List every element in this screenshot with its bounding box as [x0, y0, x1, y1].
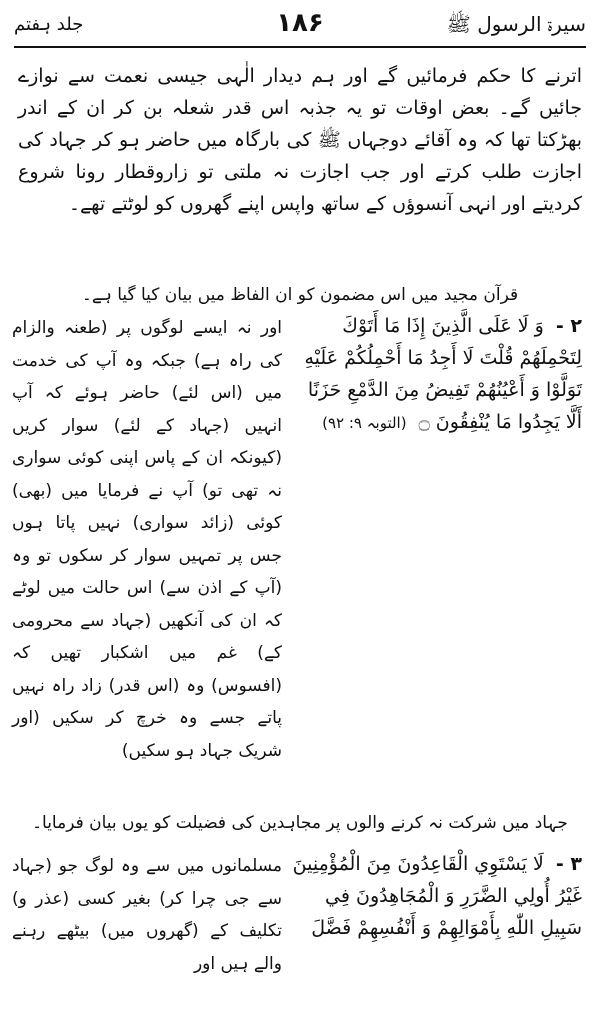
- verse-2-arabic-text: وَ لَا عَلَى الَّذِينَ إِذَا مَا أَتَوْكَ لِتَحْمِلَهُمْ قُلْتَ لَا أَجِدُ مَا أَحْمِلُكُمْ عَلَيْهِ تَوَلَّوْا وَ أَعْيُنُهُمْ تَفِيضُ مِنَ الدَّمْعِ حَزَنًا أَلَّا يَجِدُوا مَا يُنْفِقُونَ ۝: [304, 315, 582, 433]
- verse-3-arabic-text: لَا يَسْتَوِي الْقَاعِدُونَ مِنَ الْمُؤْمِنِينَ غَيْرُ أُولِي الضَّرَرِ وَ الْمُجَاهِدُونَ فِي سَبِيلِ اللّٰهِ بِأَمْوَالِهِمْ وَ أَنْفُسِهِمْ فَضَّلَ: [292, 853, 582, 939]
- verse-2-reference: (التوبہ ۹: ۹۲): [322, 414, 407, 432]
- verse-2-number: ۲ -: [555, 315, 582, 337]
- volume-label: جلد ہفتم: [14, 14, 84, 35]
- header-divider: [14, 46, 586, 48]
- verse-3-translation: مسلمانوں میں سے وہ لوگ جو (جہاد سے جی چرا کر) بغیر کسی (عذر و) تکلیف کے (گھروں میں) بیٹھے رہنے والے ہیں اور: [12, 856, 282, 974]
- verse-3-intro: جہاد میں شرکت نہ کرنے والوں پر مجاہدین کی فضیلت کو یوں بیان فرمایا۔: [32, 813, 568, 833]
- paragraph-1: اترنے کا حکم فرمائیں گے اور ہم دیدار الٰہی جیسی نعمت سے نوازے جائیں گے۔ بعض اوقات تو یہ جذبہ اس قدر شعلہ بن کر ان کے اندر بھڑکتا تھا کہ وہ آقائے دوجہاں ﷺ کی بارگاہ میں حاضر ہو کر جہاد کی اجازت طلب کرتے اور جب اجازت نہ ملتی تو زاروقطار رونا شروع کردیتے اور انہی آنسوؤں کے ساتھ واپس اپنے گھروں کو لوٹتے تھے۔: [18, 65, 582, 215]
- book-title: سیرۃ الرسول ﷺ: [446, 12, 586, 36]
- verse-3-arabic: [286, 848, 582, 944]
- page-number: ۱۸۶: [276, 8, 324, 38]
- verse-2-arabic: [286, 310, 582, 439]
- verse-2-translation: اور نہ ایسے لوگوں پر (طعنہ والزام کی راہ ہے) جبکہ وہ آپ کی خدمت میں (اس لئے) حاضر ہوئے کہ آپ انہیں (جہاد کے لئے) سوار کریں (کیونکہ ان کے پاس اپنی کوئی سواری نہ تھی تو) آپ نے فرمایا میں (بھی) کوئی (زائد سواری) نہیں پاتا ہوں جس پر تمہیں سوار کر سکوں تو وہ (آپ کے اذن سے) اس حالت میں لوٹے کہ ان کی آنکھیں (جہاد سے محرومی کے) غم میں اشکبار تھیں کہ (افسوس) وہ (اس قدر) زاد راہ نہیں پاتے جسے وہ خرچ کر سکیں (اور شریک جہاد ہو سکیں): [12, 318, 282, 761]
- verse-2-intro: قرآن مجید میں اس مضمون کو ان الفاظ میں بیان کیا گیا ہے۔: [81, 285, 519, 305]
- page-header: [14, 6, 586, 46]
- verse-3-number: ۳ -: [555, 853, 582, 875]
